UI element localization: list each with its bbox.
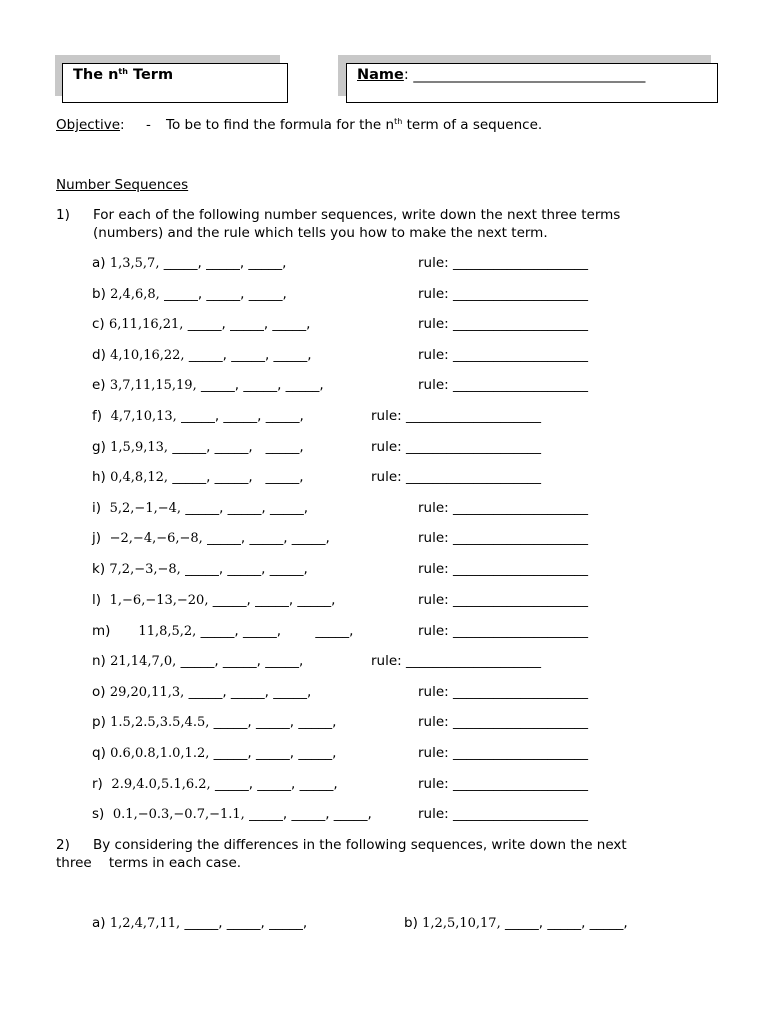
item-rule[interactable]: rule: ____________________ (418, 347, 589, 363)
item-rule[interactable]: rule: ____________________ (418, 684, 589, 700)
item-sequence: 0.1,−0.3,−0.7,−1.1, (112, 807, 245, 822)
item-rule[interactable]: rule: ____________________ (371, 439, 542, 455)
item-rule[interactable]: rule: ____________________ (371, 408, 542, 424)
item-label: a) (92, 255, 106, 271)
list-item (92, 776, 338, 792)
item-sequence: 1,5,9,13, (110, 440, 169, 455)
item-blanks[interactable]: _____, _____, _____, (200, 623, 354, 639)
item-sequence: 6,11,16,21, (109, 317, 184, 332)
name-field[interactable] (357, 67, 645, 83)
list-item (92, 806, 372, 822)
item-rule[interactable]: rule: ____________________ (418, 255, 589, 271)
item-sequence: 7,2,−3,−8, (109, 562, 181, 577)
item-label: a) (92, 915, 106, 931)
q2-line2: three terms in each case. (56, 855, 242, 871)
item-sequence: 0,4,8,12, (110, 470, 169, 485)
item-rule[interactable]: rule: ____________________ (418, 745, 589, 761)
page-title (73, 67, 173, 83)
item-rule[interactable]: rule: ____________________ (418, 530, 589, 546)
item-label: d) (92, 347, 106, 363)
item-blanks[interactable]: _____, _____, _____, (207, 530, 330, 546)
name-blank[interactable]: ________________________________ (413, 67, 646, 83)
item-rule[interactable]: rule: ____________________ (418, 776, 589, 792)
objective-dash: - (146, 117, 151, 133)
objective-label (56, 117, 125, 133)
item-blanks[interactable]: _____, _____, _____, (188, 347, 312, 363)
item-label: c) (92, 316, 105, 332)
item-label: o) (92, 684, 106, 700)
item-sequence: 1.5,2.5,3.5,4.5, (110, 715, 210, 730)
item-label: q) (92, 745, 106, 761)
item-label: k) (92, 561, 106, 577)
q2-number: 2) (56, 837, 70, 853)
item-sequence: 0.6,0.8,1.0,1.2, (110, 746, 210, 761)
item-blanks[interactable]: _____, _____, _____, (185, 500, 309, 516)
item-sequence: 3,7,11,15,19, (109, 378, 197, 393)
item-sequence: 11,8,5,2, (138, 624, 197, 639)
item-blanks[interactable]: _____, _____, _____, (163, 255, 287, 271)
name-colon: : (403, 67, 414, 83)
list-item (92, 530, 330, 546)
item-sequence: 1,−6,−13,−20, (109, 593, 209, 608)
item-sequence: 1,2,4,7,11, (109, 916, 181, 931)
list-item (92, 745, 336, 761)
item-rule[interactable]: rule: ____________________ (418, 286, 589, 302)
item-blanks[interactable]: _____, _____, _____, (188, 684, 312, 700)
item-label: p) (92, 714, 106, 730)
item-rule[interactable]: rule: ____________________ (418, 623, 589, 639)
item-sequence: 5,2,−1,−4, (109, 501, 182, 516)
item-blanks[interactable]: _____, _____, _____, (213, 745, 337, 761)
objective-sup: th (394, 117, 403, 126)
item-blanks[interactable]: _____, _____, _____, (172, 469, 304, 485)
q2-line1: By considering the differences in the following sequences, write down the next (93, 837, 627, 853)
objective-colon: : (120, 117, 125, 133)
name-label: Name (357, 67, 404, 83)
list-item (92, 347, 312, 363)
item-label: n) (92, 653, 106, 669)
list-item (92, 623, 353, 639)
title-end: Term (127, 67, 174, 83)
item-rule[interactable]: rule: ____________________ (418, 592, 589, 608)
item-blanks[interactable]: _____, _____, _____, (212, 592, 336, 608)
q1-line1: For each of the following number sequences, write down the next three terms (93, 207, 621, 223)
title-sup: th (118, 67, 128, 76)
list-item (92, 469, 304, 485)
item-blanks[interactable]: _____, _____, _____, (172, 439, 304, 455)
list-item (92, 408, 304, 424)
item-sequence: 4,10,16,22, (110, 348, 185, 363)
item-sequence: 29,20,11,3, (109, 685, 185, 700)
list-item (92, 316, 310, 332)
item-rule[interactable]: rule: ____________________ (418, 714, 589, 730)
item-sequence: −2,−4,−6,−8, (109, 531, 203, 546)
item-label: m) (92, 623, 111, 639)
q1-number: 1) (56, 207, 70, 223)
item-label: b) (404, 915, 418, 931)
list-item (92, 561, 308, 577)
item-label: l) (92, 592, 102, 608)
list-item (92, 377, 324, 393)
item-rule[interactable]: rule: ____________________ (418, 316, 589, 332)
item-blanks[interactable]: _____, _____, _____, (201, 377, 324, 393)
item-sequence: 1,3,5,7, (109, 256, 160, 271)
objective-text-b: term of a sequence. (402, 117, 543, 133)
item-blanks[interactable]: _____, _____, _____, (181, 408, 304, 424)
item-blanks[interactable]: _____, _____, _____, (185, 561, 308, 577)
item-blanks[interactable]: _____, _____, _____, (213, 714, 337, 730)
list-item (92, 500, 308, 516)
item-label: f) (92, 408, 103, 424)
item-label: e) (92, 377, 106, 393)
list-item (92, 714, 336, 730)
list-item (92, 286, 287, 302)
item-sequence: 2.9,4.0,5.1,6.2, (111, 777, 211, 792)
section-heading: Number Sequences (56, 177, 189, 193)
item-label: r) (92, 776, 103, 792)
objective-label-text: Objective (56, 117, 121, 133)
title-main: The n (73, 67, 119, 83)
item-rule[interactable]: rule: ____________________ (418, 500, 589, 516)
item-rule[interactable]: rule: ____________________ (371, 469, 542, 485)
list-item (92, 439, 304, 455)
item-label: i) (92, 500, 102, 516)
item-blanks[interactable]: _____, _____, _____, (164, 286, 287, 302)
item-blanks[interactable]: _____, _____, _____, (505, 915, 628, 931)
item-blanks[interactable]: _____, _____, _____, (184, 915, 308, 931)
item-label: g) (92, 439, 106, 455)
item-blanks[interactable]: _____, _____, _____, (249, 806, 372, 822)
item-label: h) (92, 469, 106, 485)
item-blanks[interactable]: _____, _____, _____, (187, 316, 311, 332)
item-blanks[interactable]: _____, _____, _____, (180, 653, 304, 669)
objective-text-a: To be to find the formula for the n (166, 117, 395, 133)
item-sequence: 1,2,5,10,17, (422, 916, 501, 931)
item-rule[interactable]: rule: ____________________ (418, 561, 589, 577)
item-label: j) (92, 530, 102, 546)
list-item (92, 653, 303, 669)
list-item (92, 684, 311, 700)
item-sequence: 2,4,6,8, (110, 287, 160, 302)
item-rule[interactable]: rule: ____________________ (418, 806, 589, 822)
list-item (92, 592, 335, 608)
item-rule[interactable]: rule: ____________________ (371, 653, 542, 669)
objective-text (166, 117, 542, 133)
list-item (92, 255, 286, 271)
q2-item-a (92, 915, 307, 931)
q1-line2: (numbers) and the rule which tells you how to make the next term. (93, 225, 548, 241)
item-label: s) (92, 806, 105, 822)
item-sequence: 4,7,10,13, (110, 409, 177, 424)
item-label: b) (92, 286, 106, 302)
item-rule[interactable]: rule: ____________________ (418, 377, 589, 393)
item-blanks[interactable]: _____, _____, _____, (214, 776, 338, 792)
item-sequence: 21,14,7,0, (110, 654, 177, 669)
q2-item-b (404, 915, 628, 931)
